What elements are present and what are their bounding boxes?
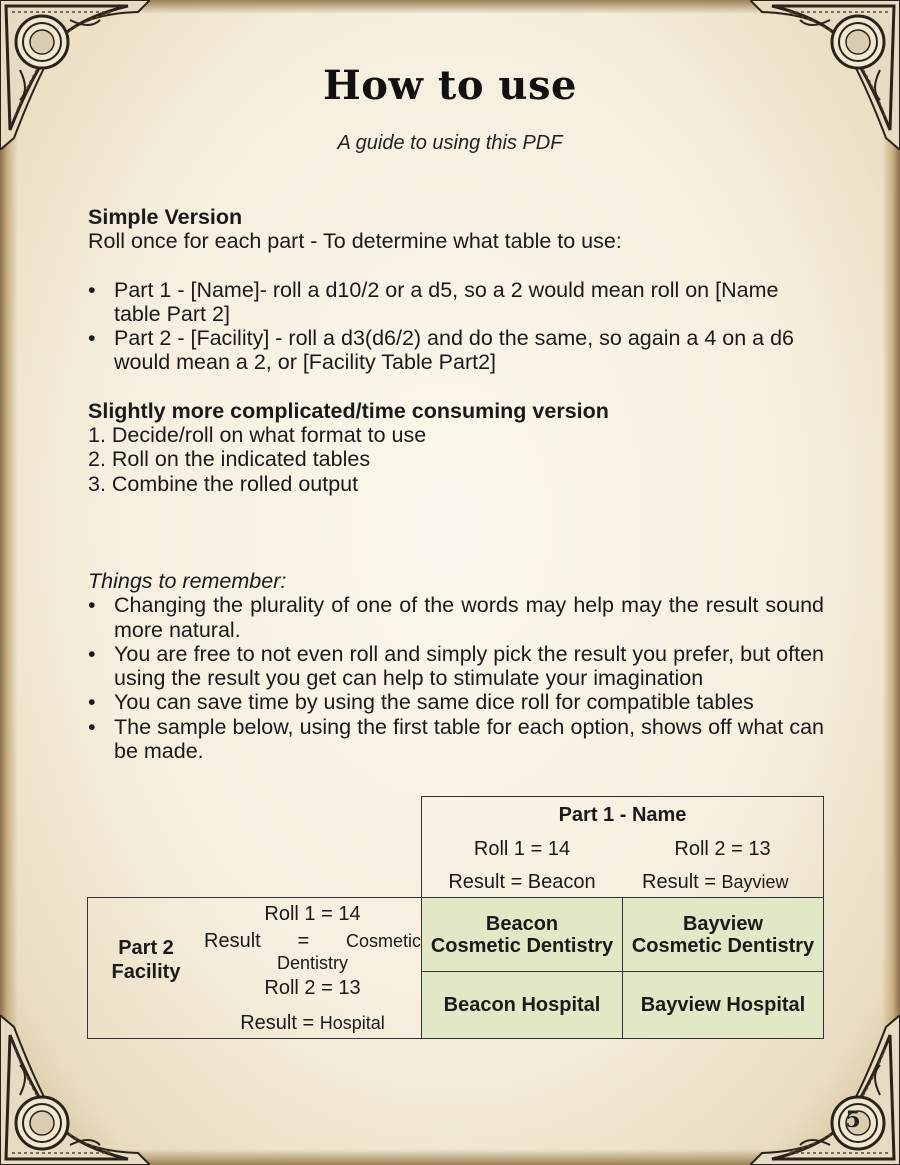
part1-header-cell — [421, 796, 824, 898]
guide-content — [88, 205, 824, 763]
list-item: • Part 2 - [Facility] - roll a d3(d6/2) and do the same, so again a 4 on a d6 would mean a 2, or [Facility Table Part2] — [88, 326, 824, 375]
simple-version-heading: Simple Version — [88, 205, 243, 229]
combo-cell-bayview-cosmetic — [622, 897, 824, 972]
part2-header-line1: Part 2 — [118, 937, 174, 959]
part2-result2-value: Hospital — [319, 1012, 385, 1033]
part2-result1-value2: Dentistry — [276, 952, 348, 973]
part1-roll2: Roll 2 = 13 — [674, 837, 771, 860]
list-item: • The sample below, using the first table for each option, shows off what can be made. — [88, 715, 824, 764]
complex-version-heading: Slightly more complicated/time consuming version — [88, 398, 609, 423]
list-item: • Part 1 - [Name]- roll a d10/2 or a d5, so a 2 would mean roll on [Name table Part 2] — [88, 278, 824, 327]
page-subtitle: A guide to using this PDF — [337, 132, 563, 154]
things-to-remember-heading: Things to remember: — [88, 568, 287, 593]
part2-header-line2: Facility — [111, 961, 181, 983]
part1-result2 — [642, 870, 823, 894]
part2-header-cell — [87, 897, 422, 1039]
page-number: 5 — [845, 1107, 861, 1133]
part1-result1: Result = Beacon — [448, 870, 596, 893]
part2-result1 — [204, 929, 421, 953]
combo-line: Cosmetic Dentistry — [430, 934, 614, 957]
list-item: 2. Roll on the indicated tables — [88, 447, 371, 472]
part1-roll1: Roll 1 = 14 — [473, 837, 571, 860]
part1-result2-label: Result = — [642, 870, 722, 893]
combo-line: Beacon — [485, 912, 559, 935]
list-item: 3. Combine the rolled output — [88, 471, 359, 496]
parchment-edge-right — [882, 0, 900, 1165]
part2-result2 — [204, 1010, 421, 1036]
list-item: 1. Decide/roll on what format to use — [88, 423, 427, 448]
part2-roll2: Roll 2 = 13 — [264, 976, 361, 999]
page-title: How to use — [323, 62, 577, 109]
part2-header — [88, 932, 204, 988]
part2-result1-eq: = — [297, 929, 310, 952]
combo-cell-bayview-hospital: Bayview Hospital — [622, 971, 824, 1039]
list-item: • You can save time by using the same dice roll for compatible tables — [88, 690, 824, 714]
things-to-remember-list — [88, 593, 824, 763]
combo-line: Bayview — [682, 912, 764, 935]
part1-result2-value: Bayview — [721, 871, 789, 892]
part2-result1-value: Cosmetic — [345, 930, 421, 951]
list-item: • Changing the plurality of one of the words may help may the result sound more natural. — [88, 593, 824, 642]
list-item: • You are free to not even roll and simply pick the result you prefer, but often using the result you get can help to stimulate your imagination — [88, 642, 824, 691]
part2-result1-label: Result — [204, 929, 261, 952]
parchment-edge-left — [0, 0, 18, 1165]
combo-cell-beacon-hospital: Beacon Hospital — [421, 971, 623, 1039]
part1-header: Part 1 - Name — [558, 803, 687, 826]
part2-roll1: Roll 1 = 14 — [264, 902, 361, 925]
simple-version-intro: Roll once for each part - To determine what table to use: — [88, 229, 622, 254]
part2-result2-label: Result = — [240, 1011, 320, 1034]
combo-line: Cosmetic Dentistry — [631, 934, 815, 957]
simple-version-list — [88, 278, 824, 375]
combo-cell-beacon-cosmetic — [421, 897, 623, 972]
